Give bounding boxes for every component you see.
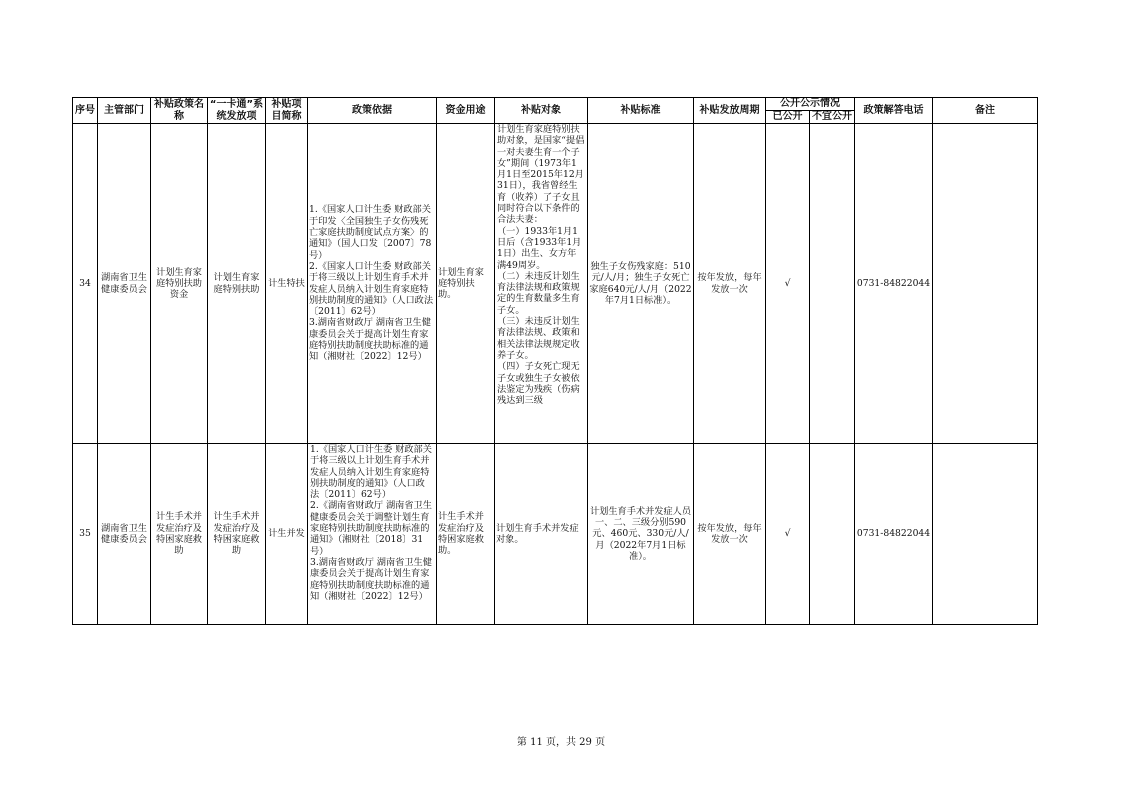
target-text: 计划生育家庭特别扶助对象，是国家“提倡一对夫妻生育一个子女”期间（1973年1月1日至2015年12月31日），我省曾经生育（收养）了子女且同时符合以下条件的合法夫妻： （一）1933年1月1日后（含1933年1月1日）出生、女方年满49周岁。 （二）未违反计划生育法律法规和政策规定的生育数量多生育子女。 （三）未违反计划生育法律法规、政策和相关法律法规规定收养子女。 （四）子女死亡现无子女或独生子女被依法鉴定为残疾（伤病残达到三级 — [497, 124, 585, 407]
header-policy-name: 补贴政策名称 — [151, 98, 208, 124]
header-phone: 政策解答电话 — [855, 98, 933, 124]
cell-policy-name: 计生手术并发症治疗及特困家庭救助 — [151, 444, 208, 625]
cell-card-item: 计生手术并发症治疗及特困家庭救助 — [208, 444, 266, 625]
cell-card-item: 计划生育家庭特别扶助 — [208, 124, 266, 444]
cell-seq: 34 — [73, 124, 98, 444]
cell-seq: 35 — [73, 444, 98, 625]
table-row — [73, 444, 1038, 625]
header-unsuitable: 不宜公开 — [810, 111, 855, 124]
cell-standard: 独生子女伤残家庭：510元/人/月；独生子女死亡家庭640元/人/月（2022年7月1日标准）。 — [588, 124, 694, 444]
cell-usage: 计生手术并发症治疗及特困家庭救助。 — [437, 444, 495, 625]
cell-target — [495, 124, 588, 444]
cell-short-name: 计生特扶 — [266, 124, 308, 444]
basis-text: 1.《国家人口计生委 财政部关于将三级以上计划生育手术并发症人员纳入计划生育家庭特别扶助制度的通知》（人口政法〔2011〕62号） 2.《湖南省财政厅 湖南省卫生健康委员会关于调整计划生育家庭特别扶助制度扶助标准的通知》（湘财社〔2018〕31号） 3.湖南省财政厅 湖南省卫生健康委员会关于提高计划生育家庭特别扶助制度扶助标准的通知（湘财社〔2022〕12号） — [310, 444, 432, 602]
cell-published: √ — [766, 444, 810, 625]
header-short-name: 补贴项目简称 — [266, 98, 308, 124]
cell-remark — [933, 444, 1038, 625]
cell-unsuitable — [810, 444, 855, 625]
header-usage: 资金用途 — [437, 98, 495, 124]
header-card-item: “一卡通”系统发放项 — [208, 98, 266, 124]
cell-cycle: 按年发放，每年发放一次 — [694, 124, 766, 444]
header-public: 公开公示情况 — [766, 98, 855, 111]
header-standard: 补贴标准 — [588, 98, 694, 124]
header-basis: 政策依据 — [308, 98, 437, 124]
header-remark: 备注 — [933, 98, 1038, 124]
cell-cycle: 按年发放，每年发放一次 — [694, 444, 766, 625]
cell-dept: 湖南省卫生健康委员会 — [98, 124, 151, 444]
header-dept: 主管部门 — [98, 98, 151, 124]
cell-standard: 计划生育手术并发症人员一、二、三级分别590元、460元、330元/人/月（2022年7月1日标准）。 — [588, 444, 694, 625]
cell-policy-name: 计划生育家庭特别扶助资金 — [151, 124, 208, 444]
cell-dept: 湖南省卫生健康委员会 — [98, 444, 151, 625]
cell-short-name: 计生并发 — [266, 444, 308, 625]
cell-phone: 0731-84822044 — [855, 444, 933, 625]
table-row — [73, 124, 1038, 444]
header-cycle: 补贴发放周期 — [694, 98, 766, 124]
header-seq: 序号 — [73, 98, 98, 124]
policy-table — [72, 97, 1038, 625]
header-target: 补贴对象 — [495, 98, 588, 124]
cell-remark — [933, 124, 1038, 444]
cell-unsuitable — [810, 124, 855, 444]
cell-usage: 计划生育家庭特别扶助。 — [437, 124, 495, 444]
cell-basis — [308, 444, 437, 625]
cell-basis: 1.《国家人口计生委 财政部关于印发〈全国独生子女伤残死亡家庭扶助制度试点方案〉的通知》（国人口发〔2007〕78号） 2.《国家人口计生委 财政部关于将三级以上计划生育手术并发症人员纳入计划生育家庭特别扶助制度的通知》（人口政法〔2011〕62号） 3.湖南省财政厅 湖南省卫生健康委员会关于提高计划生育家庭特别扶助制度扶助标准的通知（湘财社〔2022〕12号） — [308, 124, 437, 444]
cell-published: √ — [766, 124, 810, 444]
cell-target: 计划生育手术并发症对象。 — [495, 444, 588, 625]
header-row-1 — [73, 98, 1038, 111]
cell-phone: 0731-84822044 — [855, 124, 933, 444]
page-footer: 第 11 页，共 29 页 — [516, 737, 606, 748]
header-published: 已公开 — [766, 111, 810, 124]
